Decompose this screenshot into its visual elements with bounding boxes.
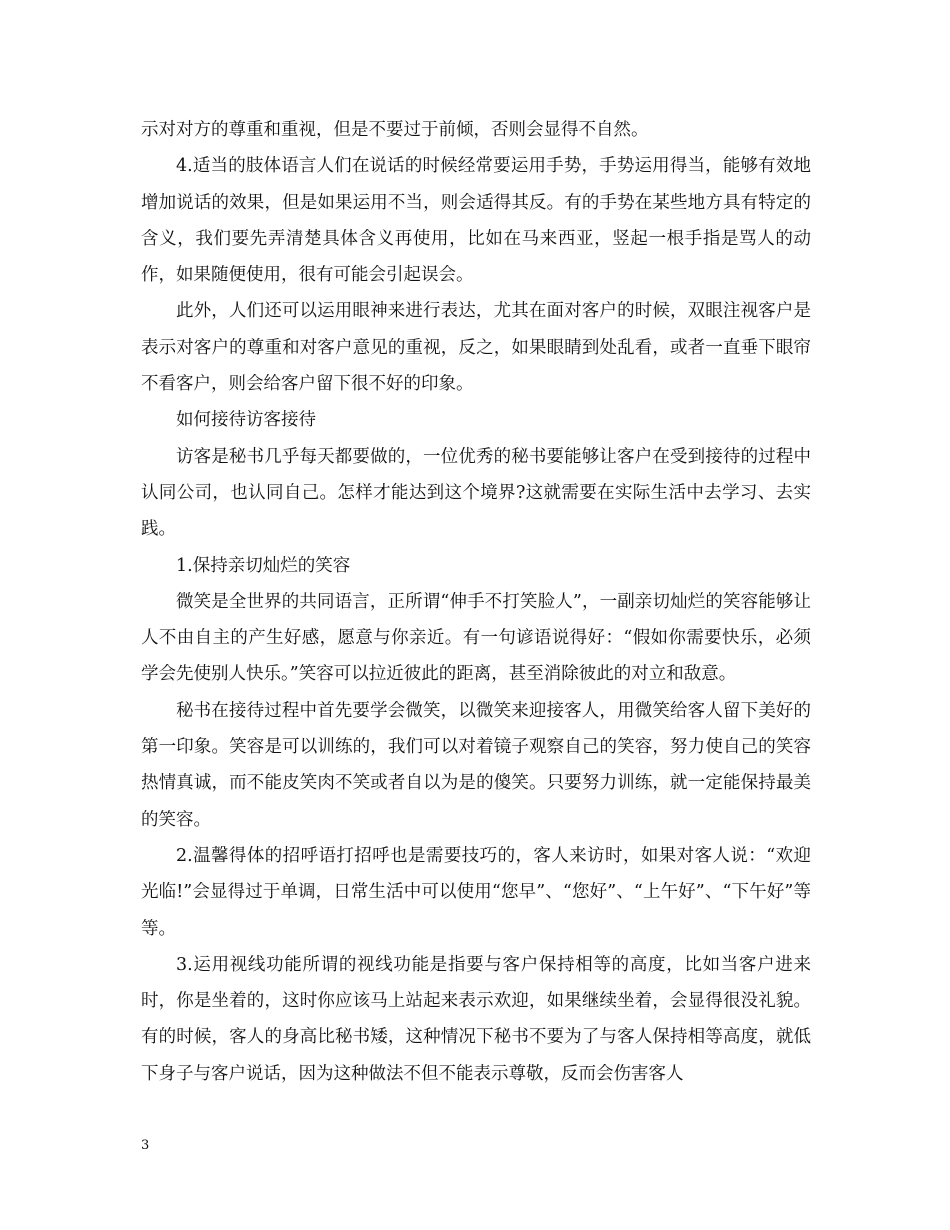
list-heading-smile: 1.保持亲切灿烂的笑容 [176, 555, 351, 576]
paragraph-smile-training: 秘书在接待过程中首先要学会微笑，以微笑来迎接客人，用微笑给客人留下美好的第一印象。笑容是可以训练的，我们可以对着镜子观察自己的笑容，努力使自己的笑容热情真诚，而不能皮笑肉不笑或者自以为是的傻笑。只要努力训练，就一定能保持最美的笑容。 [141, 700, 811, 830]
section-heading: 如何接待访客接待 [176, 410, 316, 431]
paragraph-continuation: 示对对方的尊重和重视，但是不要过于前倾，否则会显得不自然。 [141, 120, 649, 140]
paragraph-visitor-reception: 访客是秘书几乎每天都要做的，一位优秀的秘书要能够让客户在受到接待的过程中认同公司，也认同自己。怎样才能达到这个境界?这就需要在实际生活中去学习、去实践。 [141, 446, 811, 540]
paragraph-eye-contact: 此外，人们还可以运用眼神来进行表达，尤其在面对客户的时候，双眼注视客户是表示对客户的尊重和对客户意见的重视，反之，如果眼睛到处乱看，或者一直垂下眼帘不看客户，则会给客户留下很不好的印象。 [141, 301, 811, 395]
document-body [141, 112, 811, 1092]
page-number: 3 [141, 1138, 150, 1153]
paragraph-greeting: 2.温馨得体的招呼语打招呼也是需要技巧的，客人来访时，如果对客人说：“欢迎光临!”会显得过于单调，日常生活中可以使用“您早”、“您好”、“上午好”、“下午好”等等。 [141, 845, 811, 939]
paragraph-eye-level: 3.运用视线功能所谓的视线功能是指要与客户保持相等的高度，比如当客户进来时，你是坐着的，这时你应该马上站起来表示欢迎，如果继续坐着，会显得很没礼貌。有的时候，客人的身高比秘书矮，这种情况下秘书不要为了与客人保持相等高度，就低下身子与客户说话，因为这种做法不但不能表示尊敬，反而会伤害客人 [141, 954, 811, 1084]
paragraph-body-language: 4.适当的肢体语言人们在说话的时候经常要运用手势，手势运用得当，能够有效地增加说话的效果，但是如果运用不当，则会适得其反。有的手势在某些地方具有特定的含义，我们要先弄清楚具体含义再使用，比如在马来西亚，竖起一根手指是骂人的动作，如果随便使用，很有可能会引起误会。 [141, 156, 811, 286]
paragraph-smile-language: 微笑是全世界的共同语言，正所谓“伸手不打笑脸人”，一副亲切灿烂的笑容能够让人不由自主的产生好感，愿意与你亲近。有一句谚语说得好：“假如你需要快乐，必须学会先使别人快乐。”笑容可以拉近彼此的距离，甚至消除彼此的对立和敌意。 [141, 591, 811, 685]
